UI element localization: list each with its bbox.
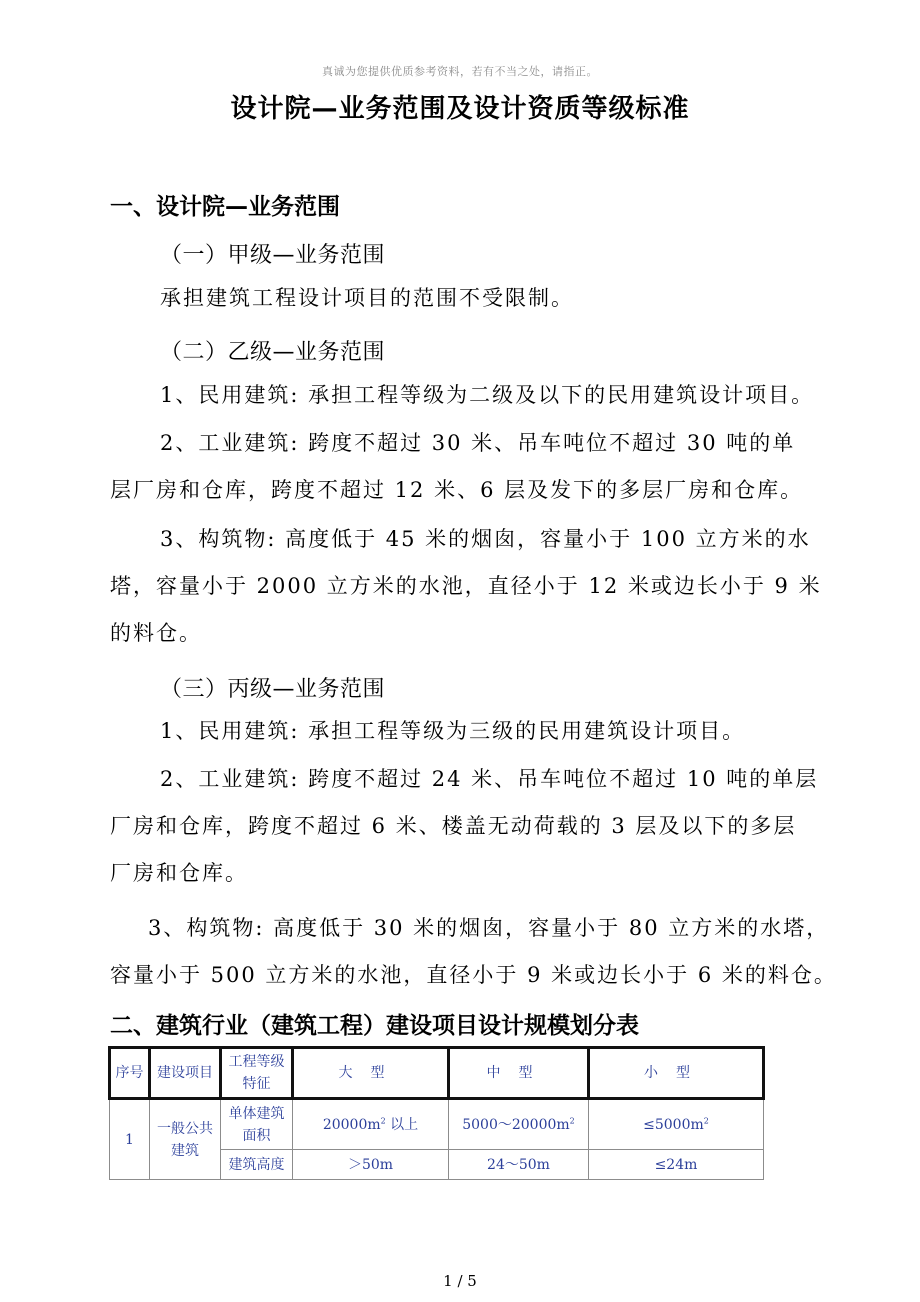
- watermark-note: 真诚为您提供优质参考资料，若有不当之处，请指正。: [322, 65, 598, 78]
- section1-heading: 一、设计院—业务范围: [110, 194, 340, 220]
- header-feature-line2: 特征: [242, 1076, 271, 1092]
- superscript-2: 2: [380, 1115, 386, 1125]
- header-large-text: 大型: [338, 1065, 403, 1081]
- section2-heading: 二、建筑行业（建筑工程）建设项目设计规模划分表: [110, 1013, 639, 1039]
- area-large-value: 20000m: [322, 1116, 381, 1133]
- area-small-value: ≤5000m: [643, 1116, 704, 1133]
- grade-c-item3-line1: 3、构筑物: 高度低于 30 米的烟囱，容量小于 80 立方米的水塔，: [148, 916, 830, 940]
- feature-area-line2: 面积: [242, 1127, 271, 1144]
- header-feature-line1: 工程等级: [228, 1054, 285, 1070]
- grade-c-item2: [110, 756, 840, 897]
- area-medium: [449, 1099, 589, 1150]
- header-small-text: 小型: [644, 1065, 708, 1081]
- grade-a-text-content: 承担建筑工程设计项目的范围不受限制。: [160, 286, 574, 310]
- area-large-suffix: 以上: [385, 1116, 419, 1133]
- superscript-2: 2: [703, 1115, 709, 1125]
- grade-b-heading: （二）乙级—业务范围: [160, 340, 386, 365]
- grade-a-heading: （一）甲级—业务范围: [160, 243, 386, 268]
- height-small: ≤24m: [589, 1150, 764, 1180]
- grade-b-item3-line1: 3、构筑物: 高度低于 45 米的烟囱，容量小于 100 立方米的水: [160, 527, 811, 551]
- header-project: 建设项目: [150, 1048, 221, 1099]
- feature-area-line1: 单体建筑: [228, 1105, 285, 1122]
- feature-area: [221, 1099, 293, 1150]
- grade-a-text: [110, 275, 840, 322]
- grade-c-item1: [110, 708, 840, 755]
- page-indicator: 1 / 5: [443, 1272, 477, 1290]
- grade-b-item3-line2: 塔，容量小于 2000 立方米的水池，直径小于 12 米或边长小于 9 米: [110, 574, 822, 598]
- area-small: [589, 1099, 764, 1150]
- height-large: ＞50m: [293, 1150, 449, 1180]
- grade-b-item2: [110, 420, 840, 514]
- grade-c-item2-line2: 厂房和仓库，跨度不超过 6 米、楼盖无动荷载的 3 层及以下的多层: [110, 814, 797, 838]
- row-no: 1: [110, 1099, 150, 1180]
- header-no: 序号: [110, 1048, 150, 1099]
- area-medium-value: 5000～20000m: [462, 1116, 570, 1133]
- grade-c-item3: [110, 905, 840, 999]
- grade-c-item2-line3: 厂房和仓库。: [110, 861, 248, 885]
- document-title: 设计院—业务范围及设计资质等级标准: [230, 94, 690, 124]
- grade-c-item3-line2: 容量小于 500 立方米的水池，直径小于 9 米或边长小于 6 米的料仓。: [110, 963, 837, 987]
- grade-c-heading: （三）丙级—业务范围: [160, 677, 386, 702]
- table-row: [110, 1099, 764, 1150]
- grade-b-item2-line2: 层厂房和仓库，跨度不超过 12 米、6 层及发下的多层厂房和仓库。: [110, 478, 804, 502]
- header-small: [589, 1048, 764, 1099]
- table-header-row: [110, 1048, 764, 1099]
- feature-height: 建筑高度: [221, 1150, 293, 1180]
- design-scale-table: [108, 1046, 765, 1180]
- grade-c-item1-text: 1、民用建筑: 承担工程等级为三级的民用建筑设计项目。: [160, 719, 746, 743]
- header-large: [293, 1048, 449, 1099]
- row-project: [150, 1099, 221, 1180]
- height-medium: 24～50m: [449, 1150, 589, 1180]
- header-medium-text: 中型: [486, 1065, 551, 1081]
- row-project-line1: 一般公共: [157, 1120, 213, 1137]
- grade-b-item1-text: 1、民用建筑: 承担工程等级为二级及以下的民用建筑设计项目。: [160, 383, 815, 407]
- header-medium: [449, 1048, 589, 1099]
- grade-c-item2-line1: 2、工业建筑: 跨度不超过 24 米、吊车吨位不超过 10 吨的单层: [160, 767, 819, 791]
- grade-b-item1: [110, 372, 840, 419]
- header-feature: [221, 1048, 293, 1099]
- grade-b-item3-line3: 的料仓。: [110, 621, 202, 645]
- grade-b-item2-line1: 2、工业建筑: 跨度不超过 30 米、吊车吨位不超过 30 吨的单: [160, 431, 796, 455]
- row-project-line2: 建筑: [171, 1142, 199, 1159]
- grade-b-item3: [110, 516, 840, 657]
- superscript-2: 2: [569, 1115, 575, 1125]
- area-large: [293, 1099, 449, 1150]
